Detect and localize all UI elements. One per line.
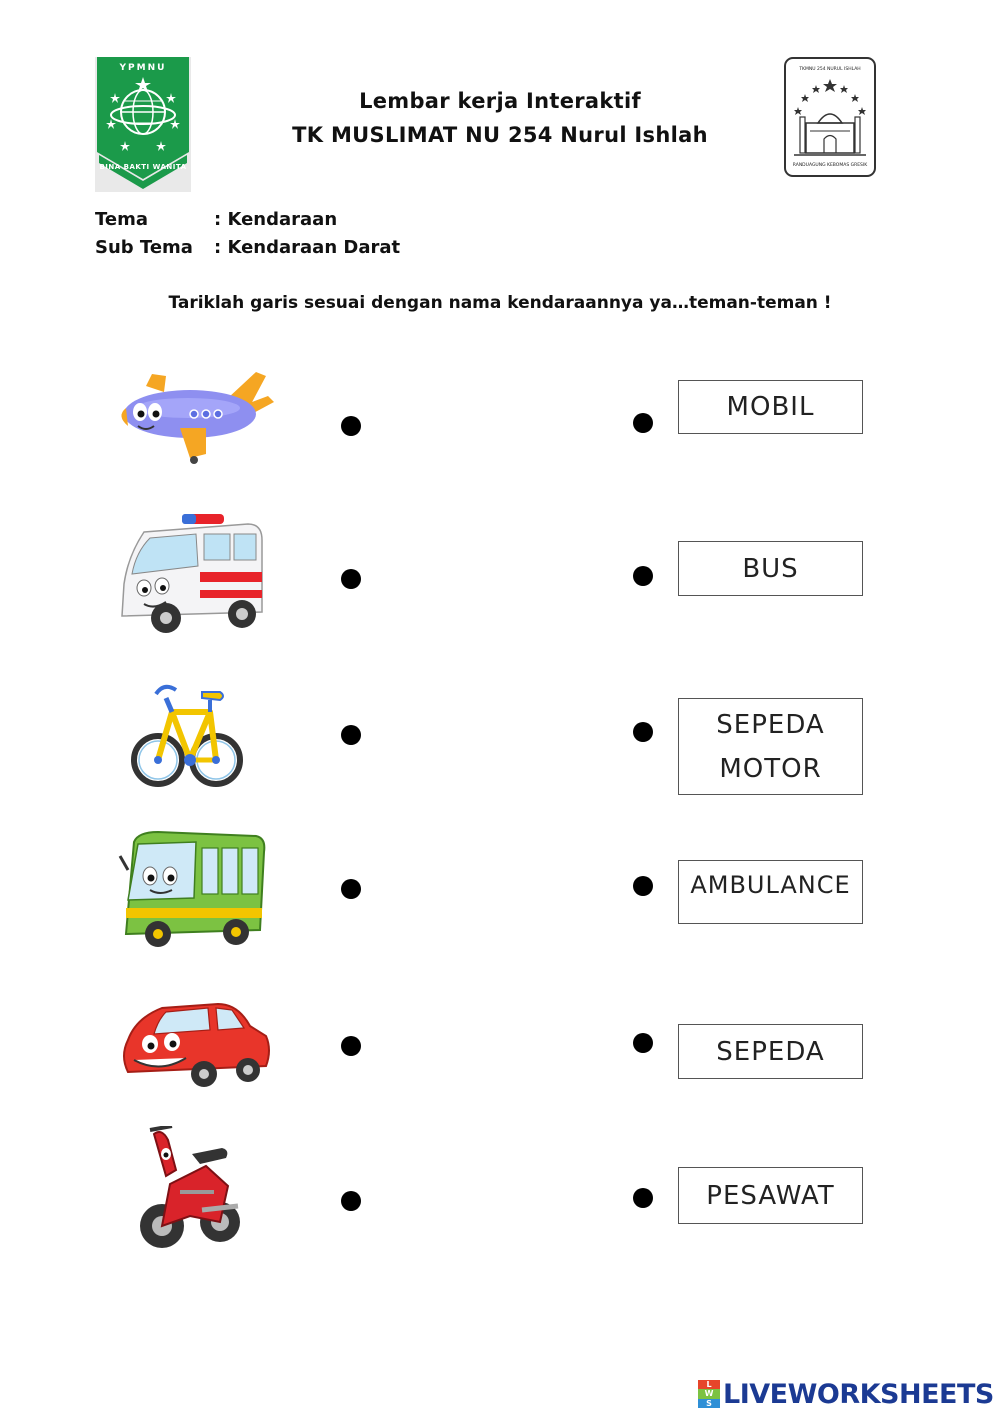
word-label-line2: MOTOR [719,753,822,784]
subtema-label: Sub Tema [95,237,193,258]
school-name: TK MUSLIMAT NU 254 Nurul Ishlah [292,123,708,147]
word-label: SEPEDA [716,1036,825,1067]
word-box-ambulance[interactable] [678,860,863,924]
right-dot-6[interactable] [633,1188,653,1208]
school-logo [784,57,876,177]
right-dot-4[interactable] [633,876,653,896]
word-box-mobil[interactable] [678,380,863,434]
airplane-icon [110,368,280,466]
liveworksheets-logo[interactable] [698,1378,994,1410]
school-logo-bottom-text: RANDUAGUNG KEBOMAS GRESIK [792,163,868,168]
right-dot-5[interactable] [633,1033,653,1053]
badge-letter-w: W [698,1389,720,1398]
badge-letter-s: S [698,1399,720,1408]
word-label: PESAWAT [706,1180,835,1211]
right-dot-3[interactable] [633,722,653,742]
ambulance-icon [110,510,280,638]
ypmnu-logo-top-text: YPMNU [119,63,167,73]
subtema-value: : Kendaraan Darat [214,237,401,258]
word-label-line1: SEPEDA [716,709,825,740]
word-label: AMBULANCE [690,871,851,899]
school-logo-top-text: TKMNU 254 NURUL ISHLAH [799,67,861,72]
bus-icon [110,826,280,950]
motorcycle-icon [110,1126,280,1256]
word-box-pesawat[interactable] [678,1167,863,1224]
badge-letter-l: L [698,1380,720,1389]
left-dot-3[interactable] [341,725,361,745]
left-dot-2[interactable] [341,569,361,589]
worksheet-title: Lembar kerja Interaktif [359,89,641,113]
right-dot-2[interactable] [633,566,653,586]
word-box-sepeda[interactable] [678,1024,863,1079]
word-label: BUS [742,553,799,584]
liveworksheets-badge-icon [698,1380,720,1408]
left-dot-4[interactable] [341,879,361,899]
tema-value: : Kendaraan [214,209,338,230]
ypmnu-logo-bottom-text: BINA BAKTI WANITA [99,163,187,171]
car-icon [110,990,280,1090]
tema-label: Tema [95,209,148,230]
left-dot-6[interactable] [341,1191,361,1211]
bicycle-icon [110,668,280,792]
instruction-text: Tariklah garis sesuai dengan nama kendaraannya ya…teman-teman ! [168,293,832,313]
word-box-sepeda-motor[interactable] [678,698,863,795]
right-dot-1[interactable] [633,413,653,433]
word-box-bus[interactable] [678,541,863,596]
left-dot-1[interactable] [341,416,361,436]
liveworksheets-brand-text: LIVEWORKSHEETS [723,1378,994,1410]
left-dot-5[interactable] [341,1036,361,1056]
mosque-icon [792,77,868,159]
word-label: MOBIL [726,392,815,422]
